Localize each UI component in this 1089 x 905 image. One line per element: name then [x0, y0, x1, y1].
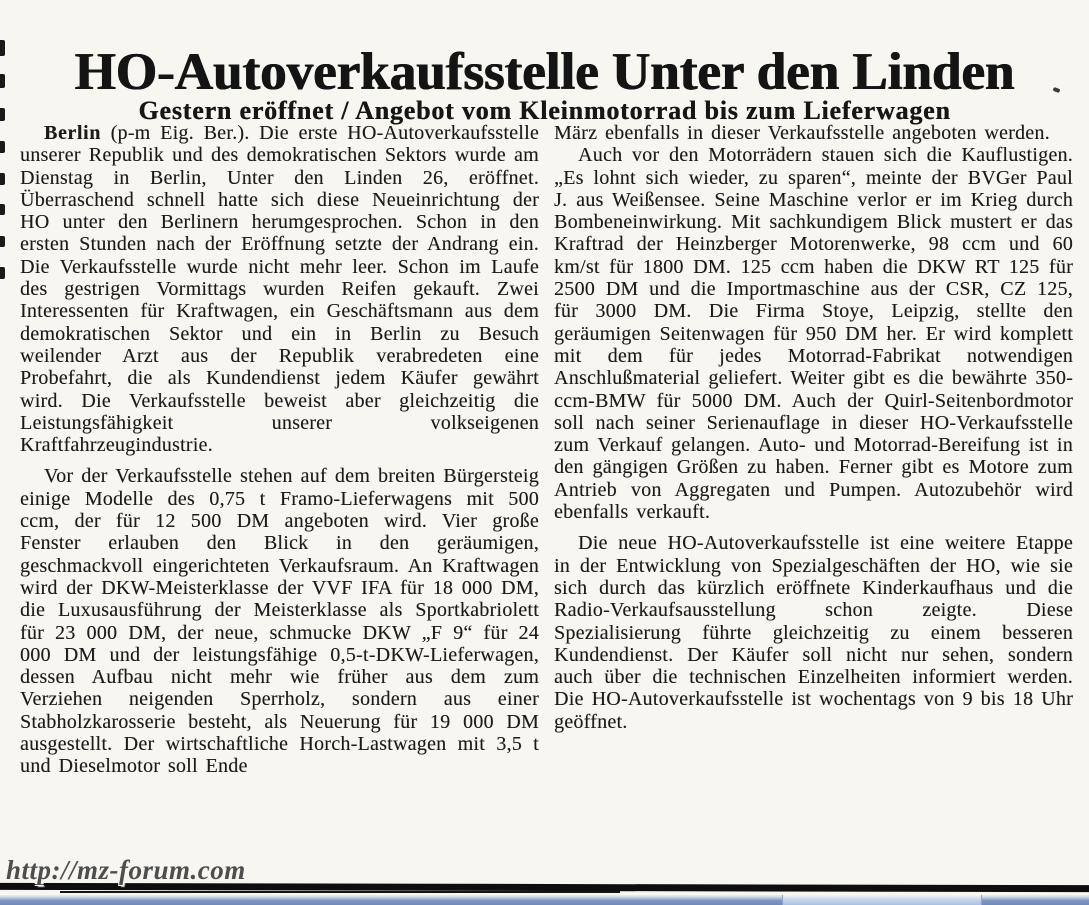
scan-artifact	[0, 74, 5, 88]
scan-artifact	[0, 40, 5, 56]
article-paragraph: Vor der Verkaufsstelle stehen auf dem breiten Bürgersteig einige Modelle des 0,75 t Framo-Lieferwagens mit 500 ccm, der für 12 500 DM angeboten wird. Vier große Fenster erlauben den Blick in den geräumigen, geschmackvoll eingerichteten Verkaufsraum. An Kraftwagen wird der DKW-Meisterklasse der VVF IFA für 18 000 DM, die Luxusausführung der Meisterklasse als Sportkabriolett für 23 000 DM, der neue, schmucke DKW „F 9“ für 24 000 DM und der leistungsfähige 0,5-t-DKW-Lieferwagen, dessen Aufbau nicht mehr wie früher aus dem zum Verziehen neigenden Sperrholz, sondern aus einer Stabholzkarosserie besteht, als Neuerung für 19 000 DM ausgestellt. Der wirtschaftliche Horch-Lastwagen mit 3,5 t und Dieselmotor soll Ende	[20, 465, 539, 778]
clipping-rule-fray	[60, 891, 620, 893]
article-paragraph: Die neue HO-Autoverkaufsstelle ist eine weitere Etappe in der Entwicklung von Spezialgeschäften der HO, wie sie sich durch das kürzlich eröffnete Kinderkaufhaus und die Radio-Verkaufsausstellung schon zeigte. Diese Spezialisierung führte gleichzeitig zu einem besseren Kundendienst. Der Käufer soll nicht nur sehen, sondern auch über die technischen Einzelheiten informiert werden. Die HO-Autoverkaufsstelle ist wochentags von 9 bis 18 Uhr geöffnet.	[554, 532, 1073, 733]
article-paragraph: Auch vor den Motorrädern stauen sich die Kauflustigen. „Es lohnt sich wieder, zu sparen“, meinte der BVGer Paul J. aus Weißensee. Seine Maschine verlor er im Krieg durch Bombeneinwirkung. Mit sachkundigem Blick mustert er das Kraftrad der Heinzberger Motorenwerke, 98 ccm und 60 km/st für 1800 DM. 125 ccm haben die DKW RT 125 für 2500 DM und die Importmaschine aus der CSR, CZ 125, für 3000 DM. Die Firma Stoye, Leipzig, stellte den geräumigen Seitenwagen für 950 DM her. Er wird komplett mit dem für jedes Motorrad-Fabrikat notwendigen Anschlußmaterial geliefert. Weiter gibt es die bewährte 350-ccm-BMW für 5000 DM. Auch der Quirl-Seitenbordmotor soll nach seiner Serienauflage in dieser HO-Verkaufsstelle zum Verkauf gelangen. Auto- und Motorrad-Bereifung ist in den gängigen Größen zu haben. Ferner gibt es Motore zum Antrieb von Aggregaten und Pumpen. Autozubehör wird ebenfalls verkauft.	[554, 144, 1073, 524]
horizontal-scrollbar-thumb[interactable]	[782, 895, 982, 905]
paragraph-text: (p-m Eig. Ber.). Die erste HO-Autoverkaufsstelle unserer Republik und des demokratischen Sektors wurde am Dienstag in Berlin, Unter den Linden 26, eröffnet. Überraschend schnell hatte sich diese Neueinrichtung der HO unter den Berlinern herumgesprochen. Schon in den ersten Stunden nach der Eröffnung setzte der Andrang ein. Die Verkaufsstelle wurde nicht mehr leer. Schon im Laufe des gestrigen Vormittags wurden Reifen gekauft. Zwei Interessenten für Kraftwagen, ein Geschäftsmann aus dem demokratischen Sektor und ein in Berlin zu Besuch weilender Arzt aus der Republik verabredeten eine Probefahrt, die als Kundendienst jedem Käufer gewährt wird. Die Verkaufsstelle beweist aber gleichzeitig die Leistungsfähigkeit unserer volkseigenen Kraftfahrzeugindustrie.	[20, 122, 539, 457]
scan-artifact	[0, 236, 5, 247]
article-subheadline: Gestern eröffnet / Angebot vom Kleinmotorrad bis zum Lieferwagen	[138, 95, 951, 125]
article-paragraph: März ebenfalls in dieser Verkaufsstelle angeboten werden.	[554, 122, 1050, 144]
scan-artifact	[0, 267, 5, 279]
article-paragraph	[20, 122, 539, 456]
article-columns	[20, 122, 1073, 778]
scan-artifact	[0, 141, 5, 153]
article-headline: HO-Autoverkaufsstelle Unter den Linden	[74, 42, 1015, 101]
article-column-right	[554, 122, 1073, 778]
article-column-left	[20, 122, 539, 778]
dateline-lead: Berlin	[44, 122, 101, 144]
scan-artifact	[0, 204, 5, 215]
scan-artifact	[0, 108, 5, 121]
horizontal-scrollbar-track[interactable]	[0, 895, 1089, 905]
watermark-url-text: http://mz-forum.com	[6, 855, 246, 885]
scan-artifact	[0, 173, 5, 185]
